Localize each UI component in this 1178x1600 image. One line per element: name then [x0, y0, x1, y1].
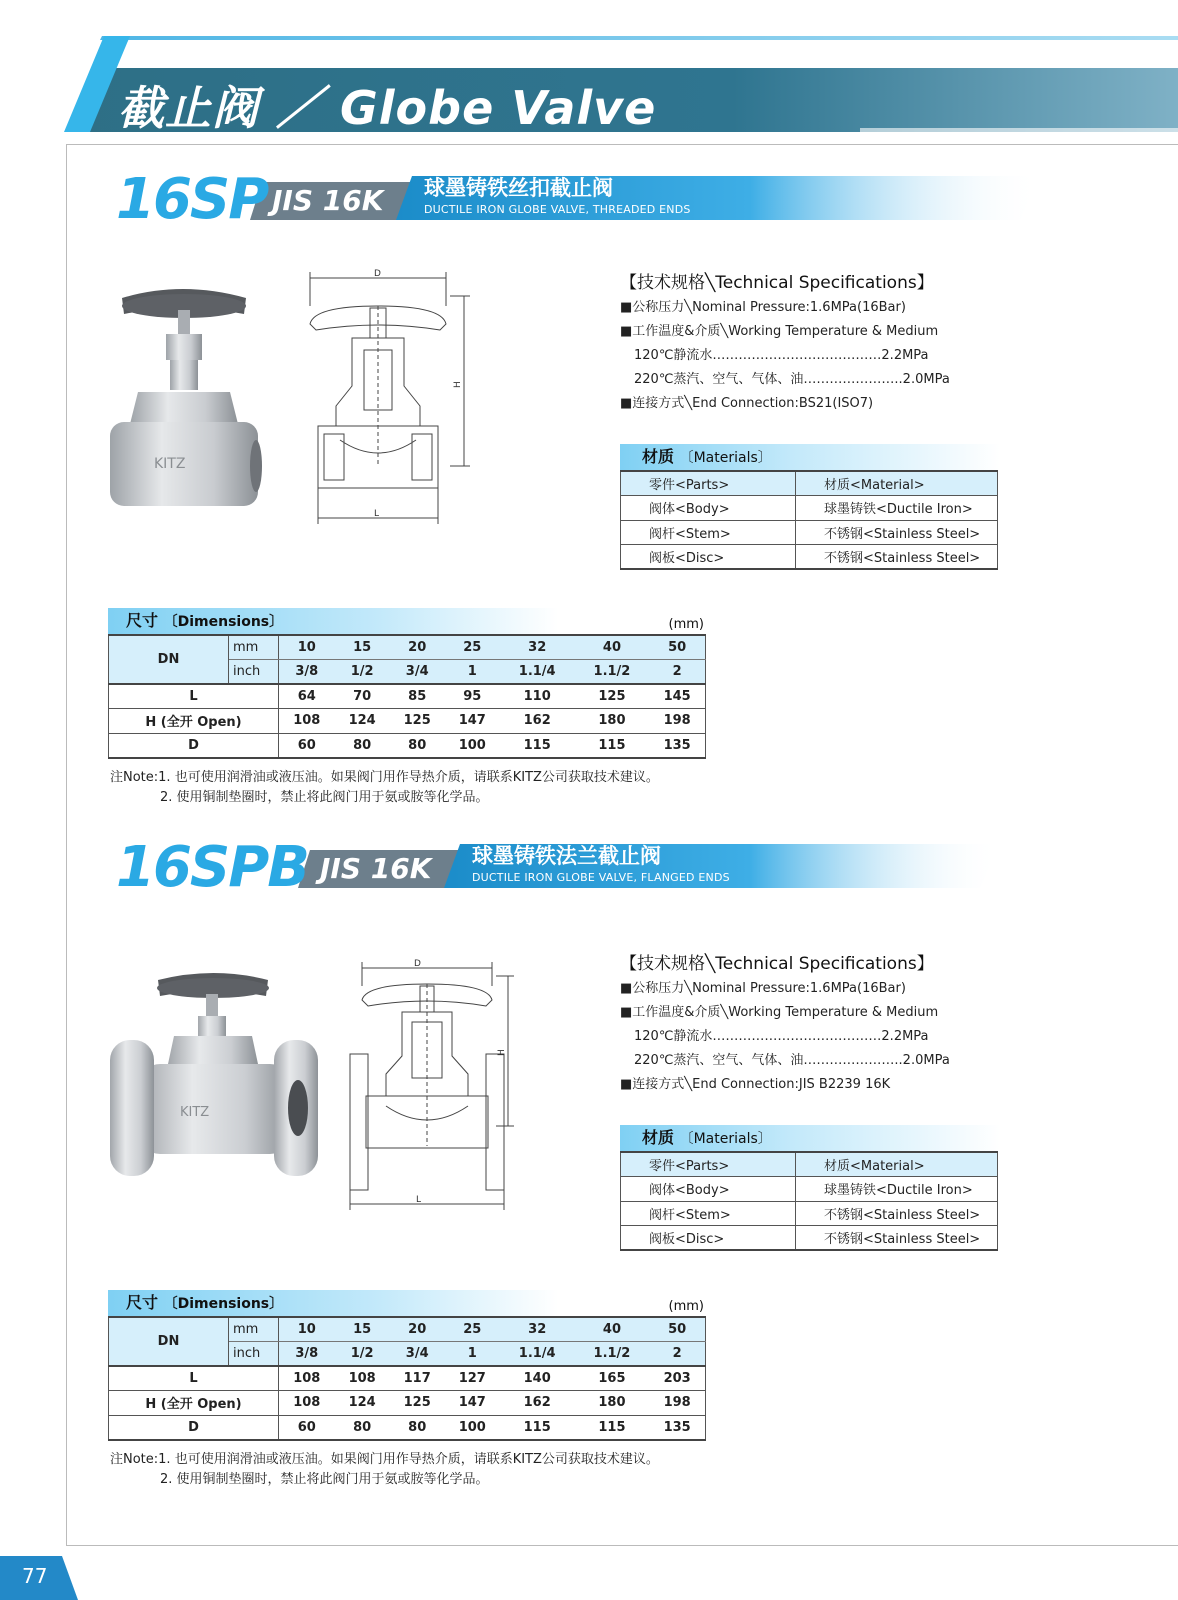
page-number: 77 — [22, 1564, 48, 1588]
dim-cell: 1.1/4 — [500, 660, 575, 685]
dim-row-d — [109, 733, 706, 758]
product-header-16spb — [0, 835, 1178, 900]
dim-cell: 1.1/2 — [575, 660, 650, 685]
dim-cell: 100 — [445, 1415, 500, 1440]
note-1: 注Note:1. 也可使用润滑油或液压油。如果阀门用作导热介质，请联系KITZ公司获取技术建议。 — [110, 1452, 659, 1467]
dim-cell: 80 — [390, 1415, 445, 1440]
dim-cell: 2 — [649, 660, 705, 685]
product-header-16sp — [0, 167, 1178, 232]
dim-cell: 165 — [575, 1366, 650, 1391]
svg-text:KITZ: KITZ — [154, 456, 186, 472]
dim-cell: 127 — [445, 1366, 500, 1391]
dim-cell: 198 — [649, 709, 705, 734]
dim-cell: 3/8 — [279, 660, 335, 685]
materials-header-parts: 零件<Parts> — [621, 1152, 796, 1177]
specs-title: 【技术规格╲Technical Specifications】 — [620, 954, 934, 974]
note-2: 2. 使用铜制垫圈时，禁止将此阀门用于氨或胺等化学品。 — [160, 790, 489, 805]
spec-connection: ■连接方式╲End Connection:JIS B2239 16K — [620, 1077, 891, 1092]
materials-title-cn: 材质 — [642, 447, 675, 466]
dim-cell: 115 — [575, 1415, 650, 1440]
dimensions-unit: (mm) — [668, 1299, 704, 1314]
product-title-cn: 球墨铸铁丝扣截止阀 — [424, 176, 613, 200]
notes — [110, 1450, 659, 1490]
dim-cell: 180 — [575, 709, 650, 734]
materials-row — [621, 496, 998, 521]
materials-table — [620, 1151, 998, 1251]
dim-cell: 80 — [390, 733, 445, 758]
specs-title: 【技术规格╲Technical Specifications】 — [620, 273, 934, 293]
valve-drawing-flanged — [340, 956, 520, 1216]
dim-cell: 124 — [335, 1391, 390, 1416]
dim-row-l — [109, 1366, 706, 1391]
part-material: 不锈钢<Stainless Steel> — [796, 1226, 998, 1251]
dim-cell: 198 — [649, 1391, 705, 1416]
materials-row — [621, 545, 998, 570]
dim-cell: 64 — [279, 684, 335, 709]
dimensions-title-cn: 尺寸 — [126, 1293, 159, 1312]
dim-cell: 3/4 — [390, 1342, 445, 1367]
row-label: H (全开 Open) — [109, 1391, 279, 1416]
spec-temperature-steam: 220℃蒸汽、空气、气体、油…………………..2.0MPa — [634, 372, 950, 387]
dimensions-title-cn: 尺寸 — [126, 611, 159, 630]
part-material: 不锈钢<Stainless Steel> — [796, 1201, 998, 1226]
dim-row-h — [109, 1391, 706, 1416]
dim-cell: 125 — [390, 1391, 445, 1416]
row-label: D — [109, 1415, 279, 1440]
materials-title-cn: 材质 — [642, 1128, 675, 1147]
dim-cell: 162 — [500, 1391, 575, 1416]
dim-cell: 110 — [500, 684, 575, 709]
dim-cell: 135 — [649, 1415, 705, 1440]
product-title-en: DUCTILE IRON GLOBE VALVE, FLANGED ENDS — [472, 871, 730, 884]
dim-cell: 115 — [500, 733, 575, 758]
part-material: 不锈钢<Stainless Steel> — [796, 520, 998, 545]
spec-temperature-water: 120℃静流水…………………………………2.2MPa — [634, 348, 929, 363]
materials-row — [621, 1201, 998, 1226]
part-name: 阀板<Disc> — [621, 1226, 796, 1251]
drawing-label-h: H — [453, 381, 463, 388]
dim-cell: 115 — [500, 1415, 575, 1440]
valve-drawing-threaded — [300, 266, 480, 528]
part-name: 阀杆<Stem> — [621, 520, 796, 545]
part-material: 球墨铸铁<Ductile Iron> — [796, 496, 998, 521]
standard-label: JIS 16K — [272, 184, 384, 217]
valve-photo-threaded — [104, 284, 264, 520]
dim-cell: 50 — [649, 635, 705, 660]
dim-cell: 25 — [445, 635, 500, 660]
dimensions-section — [108, 1290, 708, 1441]
materials-row — [621, 520, 998, 545]
dim-cell: 10 — [279, 1317, 335, 1342]
dim-cell: 203 — [649, 1366, 705, 1391]
technical-specifications — [620, 270, 1020, 416]
dim-cell: 100 — [445, 733, 500, 758]
dim-cell: 1/2 — [335, 660, 390, 685]
notes — [110, 768, 659, 808]
dn-label: DN — [109, 635, 229, 684]
mm-label: mm — [229, 1317, 279, 1342]
spec-temperature: ■工作温度&介质╲Working Temperature & Medium — [620, 1005, 939, 1020]
drawing-label-l: L — [416, 1195, 422, 1205]
row-label: H (全开 Open) — [109, 709, 279, 734]
part-name: 阀杆<Stem> — [621, 1201, 796, 1226]
row-label: D — [109, 733, 279, 758]
dim-cell: 50 — [649, 1317, 705, 1342]
dimensions-table — [108, 634, 706, 759]
spec-temperature: ■工作温度&介质╲Working Temperature & Medium — [620, 324, 939, 339]
page-header — [0, 0, 1178, 150]
materials-row — [621, 1226, 998, 1251]
dimensions-title-en: 〔Dimensions〕 — [163, 1296, 284, 1312]
materials-header-material: 材质<Material> — [796, 1152, 998, 1177]
dim-cell: 60 — [279, 1415, 335, 1440]
dim-cell: 85 — [390, 684, 445, 709]
part-name: 阀板<Disc> — [621, 545, 796, 570]
materials-heading — [620, 444, 1000, 470]
dim-cell: 15 — [335, 1317, 390, 1342]
dimensions-heading — [108, 1290, 708, 1316]
dim-cell: 3/8 — [279, 1342, 335, 1367]
materials-heading — [620, 1125, 1000, 1151]
dimensions-unit: (mm) — [668, 617, 704, 632]
dimensions-title-en: 〔Dimensions〕 — [163, 614, 284, 630]
drawing-label-d: D — [374, 269, 381, 279]
dim-cell: 1.1/2 — [575, 1342, 650, 1367]
spec-pressure: ■公称压力╲Nominal Pressure:1.6MPa(16Bar) — [620, 981, 906, 996]
materials-table — [620, 470, 998, 570]
drawing-label-l: L — [374, 509, 380, 519]
svg-text:KITZ: KITZ — [180, 1105, 210, 1120]
dim-cell: 147 — [445, 1391, 500, 1416]
valve-photo-flanged — [110, 972, 318, 1190]
materials-title-en: 〔Materials〕 — [679, 450, 772, 466]
dim-cell: 117 — [390, 1366, 445, 1391]
row-label: L — [109, 684, 279, 709]
dn-mm-row — [109, 635, 706, 660]
dim-cell: 80 — [335, 1415, 390, 1440]
dim-cell: 115 — [575, 733, 650, 758]
dim-cell: 3/4 — [390, 660, 445, 685]
dimensions-section — [108, 608, 708, 759]
dim-cell: 95 — [445, 684, 500, 709]
materials-header-row — [621, 471, 998, 496]
part-material: 球墨铸铁<Ductile Iron> — [796, 1177, 998, 1202]
materials-title-en: 〔Materials〕 — [679, 1131, 772, 1147]
dim-cell: 147 — [445, 709, 500, 734]
materials-row — [621, 1177, 998, 1202]
dim-cell: 2 — [649, 1342, 705, 1367]
dim-cell: 1.1/4 — [500, 1342, 575, 1367]
dim-cell: 20 — [390, 635, 445, 660]
row-label: L — [109, 1366, 279, 1391]
dim-cell: 108 — [279, 1391, 335, 1416]
dim-cell: 108 — [335, 1366, 390, 1391]
page-number-badge — [0, 1556, 78, 1600]
model-number: 16SP — [116, 167, 268, 232]
model-number: 16SPB — [116, 835, 308, 900]
dim-cell: 145 — [649, 684, 705, 709]
mm-label: mm — [229, 635, 279, 660]
dim-cell: 108 — [279, 709, 335, 734]
materials-header-material: 材质<Material> — [796, 471, 998, 496]
dim-cell: 140 — [500, 1366, 575, 1391]
inch-label: inch — [229, 1342, 279, 1367]
materials-section — [620, 1125, 1000, 1251]
dim-row-h — [109, 709, 706, 734]
materials-section — [620, 444, 1000, 570]
note-1: 注Note:1. 也可使用润滑油或液压油。如果阀门用作导热介质，请联系KITZ公司获取技术建议。 — [110, 770, 659, 785]
dim-cell: 1 — [445, 660, 500, 685]
note-2: 2. 使用铜制垫圈时，禁止将此阀门用于氨或胺等化学品。 — [160, 1472, 489, 1487]
materials-header-parts: 零件<Parts> — [621, 471, 796, 496]
dn-label: DN — [109, 1317, 229, 1366]
dim-cell: 80 — [335, 733, 390, 758]
spec-temperature-water: 120℃静流水…………………………………2.2MPa — [634, 1029, 929, 1044]
product-title-en: DUCTILE IRON GLOBE VALVE, THREADED ENDS — [424, 203, 691, 216]
part-material: 不锈钢<Stainless Steel> — [796, 545, 998, 570]
dim-cell: 70 — [335, 684, 390, 709]
dim-cell: 125 — [575, 684, 650, 709]
dim-row-l — [109, 684, 706, 709]
spec-pressure: ■公称压力╲Nominal Pressure:1.6MPa(16Bar) — [620, 300, 906, 315]
dim-cell: 162 — [500, 709, 575, 734]
dim-cell: 25 — [445, 1317, 500, 1342]
standard-label: JIS 16K — [320, 852, 432, 885]
spec-temperature-steam: 220℃蒸汽、空气、气体、油…………………..2.0MPa — [634, 1053, 950, 1068]
dim-cell: 40 — [575, 635, 650, 660]
drawing-label-d: D — [414, 959, 421, 969]
dimensions-heading — [108, 608, 708, 634]
dim-cell: 40 — [575, 1317, 650, 1342]
dim-cell: 32 — [500, 635, 575, 660]
dim-row-d — [109, 1415, 706, 1440]
drawing-label-h: H — [497, 1049, 507, 1056]
spec-connection: ■连接方式╲End Connection:BS21(ISO7) — [620, 396, 874, 411]
page-title: 截止阀 ／ Globe Valve — [118, 81, 657, 135]
part-name: 阀体<Body> — [621, 496, 796, 521]
materials-header-row — [621, 1152, 998, 1177]
inch-label: inch — [229, 660, 279, 685]
dim-cell: 124 — [335, 709, 390, 734]
dim-cell: 125 — [390, 709, 445, 734]
part-name: 阀体<Body> — [621, 1177, 796, 1202]
dim-cell: 1/2 — [335, 1342, 390, 1367]
dim-cell: 10 — [279, 635, 335, 660]
dim-cell: 1 — [445, 1342, 500, 1367]
dim-cell: 32 — [500, 1317, 575, 1342]
dim-cell: 60 — [279, 733, 335, 758]
dim-cell: 135 — [649, 733, 705, 758]
dn-mm-row — [109, 1317, 706, 1342]
dim-cell: 180 — [575, 1391, 650, 1416]
dim-cell: 108 — [279, 1366, 335, 1391]
dim-cell: 15 — [335, 635, 390, 660]
product-title-cn: 球墨铸铁法兰截止阀 — [472, 844, 661, 868]
dimensions-table — [108, 1316, 706, 1441]
dim-cell: 20 — [390, 1317, 445, 1342]
technical-specifications — [620, 951, 1020, 1097]
